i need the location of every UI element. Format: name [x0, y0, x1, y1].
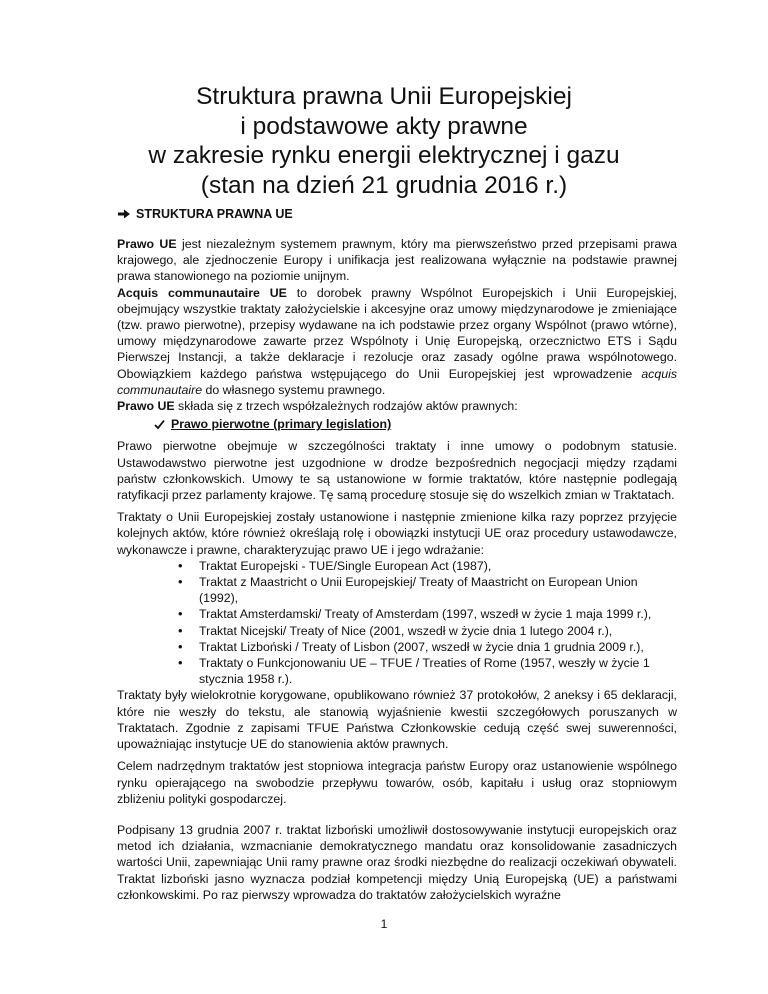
bold-term: Acquis communautaire UE [117, 285, 287, 300]
paragraph: Prawo pierwotne obejmuje w szczególności traktaty i inne umowy o podobnym statusie. Ustawodawstwo pierwotne jest uzgodnione w drodze bezpośrednich negocjacji między rządami państw członkowskich. Umowy te są ustanowione w formie traktatów, które następnie podlegają ratyfikacji przez parlamenty krajowe. Tę samą procedurę stosuje się do wszelkich zmian w Traktatach. [117, 439, 677, 503]
list-item: • Traktat Amsterdamski/ Treaty of Amsterdam (1997, wszedł w życie 1 maja 1999 r.), [117, 606, 677, 622]
arrow-right-icon [117, 208, 131, 220]
list-item: • Traktat Lizboński / Treaty of Lisbon (2007, wszedł w życie dnia 1 grudnia 2009 r.), [117, 639, 677, 655]
bold-term: Prawo UE [117, 399, 175, 414]
paragraph-text: do własnego systemu prawnego. [202, 382, 386, 397]
section-heading-text: STRUKTURA PRAWNA UE [136, 207, 293, 221]
title-line: Struktura prawna Unii Europejskiej [196, 83, 572, 110]
paragraph: Podpisany 13 grudnia 2007 r. traktat lizboński umożliwił dostosowywanie instytucji europejskich oraz metod ich działania, wzmacnianie demokratycznego mandatu oraz konsolidowanie zasadniczych wartości Unii, zapewniając Unii ramy prawne oraz środki niezbędne do realizacji oczekiwań obywateli. Traktat lizboński jasno wyznacza podział kompetencji między Unią Europejską (UE) a państwami członkowskimi. Po raz pierwszy wprowadza do traktatów założycielskich wyraźne [117, 822, 677, 902]
subsection-heading [154, 416, 677, 432]
paragraph [117, 236, 677, 285]
document-title [0, 82, 768, 200]
list-item: • Traktat z Maastricht o Unii Europejskiej/ Treaty of Maastricht on European Union (1992), [117, 574, 677, 606]
italic-term: acquis communautaire [117, 366, 677, 397]
paragraph [117, 285, 677, 398]
page-number: 1 [380, 917, 388, 931]
list-item: • Traktat Europejski - TUE/Single European Act (1987), [117, 558, 677, 574]
title-line: (stan na dzień 21 grudnia 2016 r.) [200, 171, 568, 199]
document-body [117, 236, 677, 903]
paragraph-text: jest niezależnym systemem prawnym, który ma pierwszeństwo przed przepisami prawa krajowego, ale zjednoczenie Europy i unifikacja jest realizowana wyłącznie na podstawie prawnej prawa stanowionego na poziomie unijnym. [117, 237, 677, 284]
treaty-list [117, 558, 677, 688]
title-line: w zakresie rynku energii elektrycznej i gazu [148, 142, 620, 169]
paragraph: Traktaty o Unii Europejskiej zostały ustanowione i następnie zmienione kilka razy poprzez przyjęcie kolejnych aktów, które również określają rolę i obowiązki instytucji UE oraz procedury ustawodawcze, wykonawcze i prawne, charakteryzując prawo UE i jego wdrażanie: [117, 510, 677, 557]
paragraph [117, 398, 677, 414]
checkmark-icon [154, 419, 165, 430]
title-line: i podstawowe akty prawne [240, 112, 528, 140]
section-heading [117, 207, 293, 221]
paragraph: Traktaty były wielokrotnie korygowane, opublikowano również 37 protokołów, 2 aneksy i 65 deklaracji, które nie weszły do tekstu, ale stanowią wyjaśnienie kwestii szczegółowych poruszanych w Traktatach. Zgodnie z zapisami TFUE Państwa Członkowskie cedują część swej suwerenności, upoważniając instytucje UE do stanowienia aktów prawnych. [117, 688, 677, 752]
paragraph-text: składa się z trzech współzależnych rodzajów aktów prawnych: [174, 399, 518, 414]
list-item: • Traktat Nicejski/ Treaty of Nice (2001, wszedł w życie dnia 1 lutego 2004 r.), [117, 623, 677, 639]
bold-term: Prawo UE [117, 237, 177, 251]
subsection-title: Prawo pierwotne (primary legislation) [171, 417, 392, 432]
paragraph: Celem nadrzędnym traktatów jest stopniowa integracja państw Europy oraz ustanowienie wspólnego rynku opierającego na swobodzie przepływu towarów, osób, kapitału i usług oraz stopniowym zbliżeniu polityki gospodarczej. [117, 759, 677, 806]
paragraph-text: to dorobek prawny Wspólnot Europejskich i Unii Europejskiej, obejmujący wszystkie traktaty założycielskie i akcesyjne oraz umowy międzynarodowe je zmieniające (tzw. prawo pierwotne), przepisy wydawane na ich podstawie przez organy Wspólnot (prawo wtórne), umowy międzynarodowe zawarte przez Wspólnoty i Unię Europejską, orzecznictwo ETS i Sądu Pierwszej Instancji, a także deklaracje i rezolucje oraz zasady ogólne prawa wspólnotowego. Obowiązkiem każdego państwa wstępującego do Unii Europejskiej jest wprowadzenie [117, 285, 677, 381]
list-item: • Traktaty o Funkcjonowaniu UE – TFUE / Treaties of Rome (1957, weszły w życie 1 stycznia 1958 r.). [117, 655, 677, 687]
